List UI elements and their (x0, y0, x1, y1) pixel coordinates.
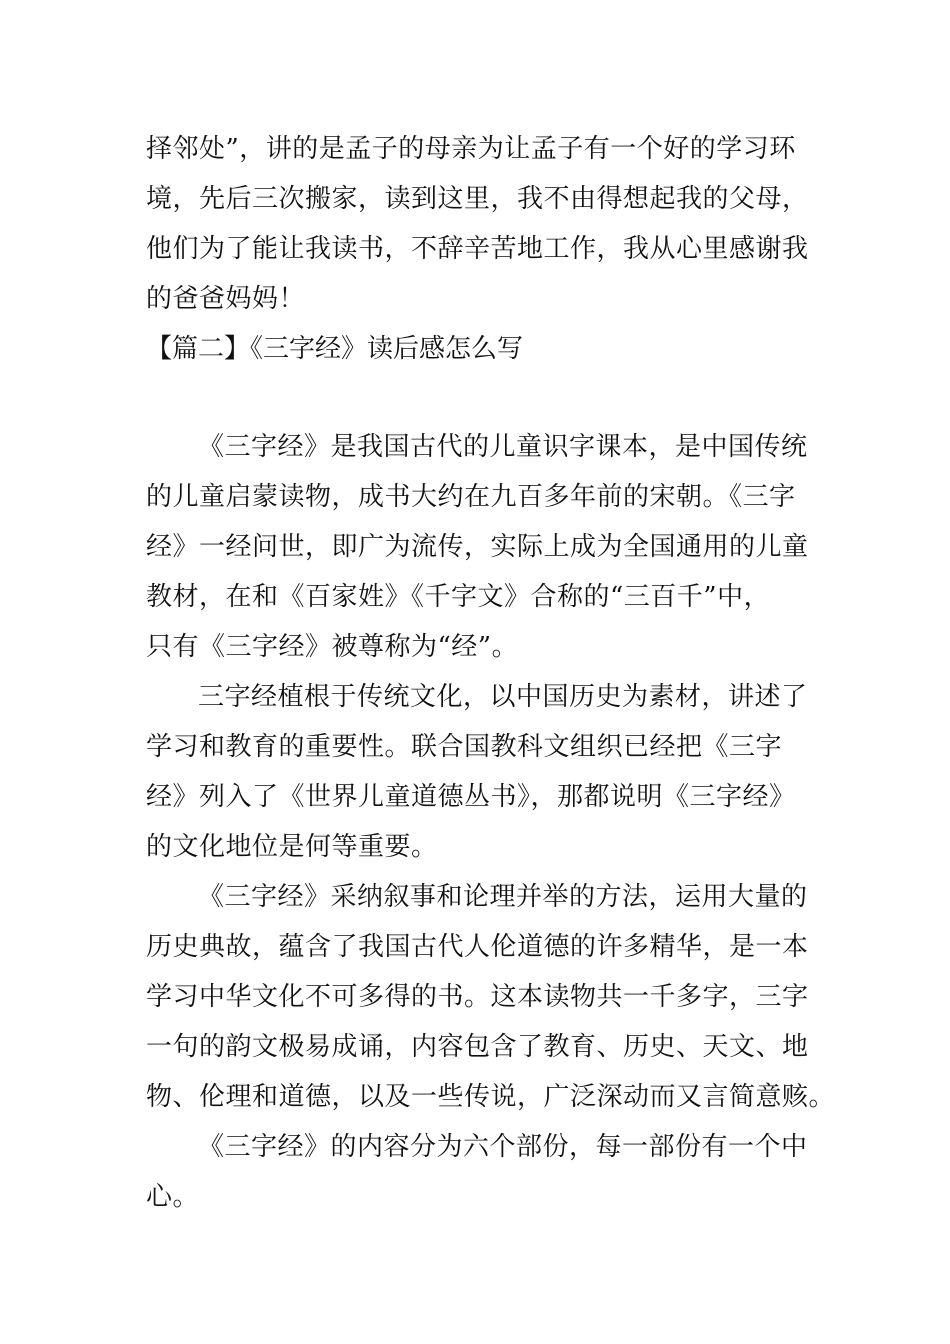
text-line: 《三字经》采纳叙事和论理并举的方法，运用大量的 (198, 882, 808, 912)
text-line: 经》一经问世，即广为流传，实际上成为全国通用的儿童 (146, 532, 809, 562)
paragraph-4 (146, 1122, 806, 1222)
text-line: 教材，在和《百家姓》《千字文》合称的“三百千”中， (146, 582, 771, 612)
text-line: 三字经植根于传统文化，以中国历史为素材，讲述了 (198, 682, 808, 712)
blank-spacer (146, 374, 806, 422)
text-line: 只有《三字经》被尊称为“经”。 (146, 632, 519, 662)
intro-paragraph (146, 124, 809, 324)
text-line: 《三字经》是我国古代的儿童识字课本，是中国传统 (198, 432, 808, 462)
text-line: 择邻处”，讲的是孟子的母亲为让孟子有一个好的学习环 (146, 134, 796, 164)
text-line: 经》列入了《世界儿童道德丛书》，那都说明《三字经》 (146, 782, 796, 812)
document-page (146, 124, 836, 1222)
text-line: 的文化地位是何等重要。 (146, 832, 438, 862)
text-line: 的儿童启蒙读物，成书大约在九百多年前的宋朝。《三字 (146, 482, 796, 512)
text-line: 他们为了能让我读书，不辞辛苦地工作，我从心里感谢我 (146, 234, 809, 264)
text-line: 学习中华文化不可多得的书。这本读物共一千多字，三字 (146, 982, 809, 1012)
text-line: 物、伦理和道德，以及一些传说，广泛深动而又言简意赅。 (146, 1082, 836, 1112)
text-line: 境，先后三次搬家，读到这里，我不由得想起我的父母， (146, 184, 809, 214)
text-line: 《三字经》的内容分为六个部份，每一部份有一个中 (198, 1132, 808, 1162)
section-heading: 【篇二】《三字经》读后感怎么写 (146, 334, 524, 364)
text-line: 心。 (146, 1182, 200, 1212)
paragraph-3 (146, 872, 836, 1122)
text-line: 历史典故，蕴含了我国古代人伦道德的许多精华，是一本 (146, 932, 809, 962)
text-line: 的爸爸妈妈！ (146, 284, 306, 314)
text-line: 学习和教育的重要性。联合国教科文组织已经把《三字 (146, 732, 783, 762)
text-line: 一句的韵文极易成诵，内容包含了教育、历史、天文、地 (146, 1032, 809, 1062)
paragraph-2 (146, 672, 806, 872)
paragraph-1 (146, 422, 809, 672)
